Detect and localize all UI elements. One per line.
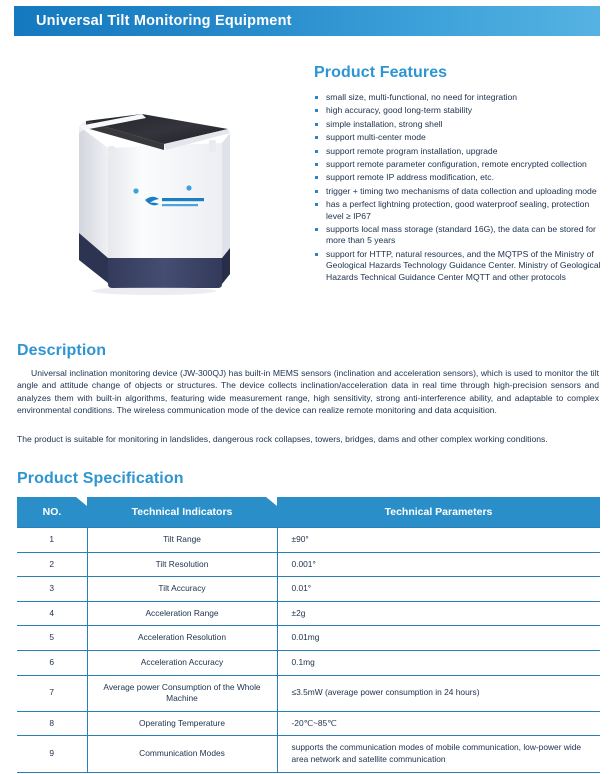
table-row bbox=[17, 528, 600, 553]
table-row bbox=[17, 736, 600, 772]
cell-no: 6 bbox=[17, 650, 87, 675]
cell-no: 4 bbox=[17, 601, 87, 626]
table-header bbox=[17, 497, 600, 528]
bullet-icon bbox=[315, 123, 318, 126]
bullet-icon bbox=[315, 190, 318, 193]
table-row bbox=[17, 650, 600, 675]
cell-indicator: Acceleration Range bbox=[87, 601, 277, 626]
cell-indicator: Tilt Range bbox=[87, 528, 277, 553]
table-row bbox=[17, 577, 600, 602]
feature-text: support for HTTP, natural resources, and the MQTPS of the Ministry of Geological Hazards Technology Guidance Center. Ministry of Geological Hazards Technical Guidance Center MQTT and other protocols bbox=[326, 248, 601, 282]
features-heading: Product Features bbox=[314, 64, 448, 81]
page-title: Universal Tilt Monitoring Equipment bbox=[36, 13, 292, 29]
cell-no: 3 bbox=[17, 577, 87, 602]
bullet-icon bbox=[315, 203, 318, 206]
cell-no: 1 bbox=[17, 528, 87, 553]
table-body bbox=[17, 528, 600, 773]
feature-text: support remote IP address modification, etc. bbox=[326, 172, 494, 183]
cell-indicator: Communication Modes bbox=[87, 736, 277, 772]
description-section bbox=[17, 342, 599, 445]
feature-text: support remote program installation, upgrade bbox=[326, 145, 498, 156]
column-header-parameters-label: Technical Parameters bbox=[384, 506, 493, 518]
feature-item bbox=[314, 159, 606, 170]
cell-parameter: ±90° bbox=[277, 528, 600, 553]
bullet-icon bbox=[315, 176, 318, 179]
feature-text: support remote parameter configuration, remote encrypted collection bbox=[326, 159, 587, 170]
specification-section bbox=[17, 470, 600, 773]
column-header-parameters bbox=[277, 497, 600, 528]
column-header-no bbox=[17, 497, 87, 528]
table-header-row bbox=[17, 497, 600, 528]
feature-item bbox=[314, 186, 606, 197]
description-paragraph-1: Universal inclination monitoring device (JW-300QJ) has built-in MEMS sensors (inclination and acceleration sensors), which is used to monitor the tilt angle and attitude change of objects or structures. The device collects inclination/acceleration data in real time through high-precision sensors and analyzes them with built-in algorithms, featuring wide measurement range, high sensitivity, strong anti-interference ability, and adaptable to complex environmental conditions. The wireless communication mode of the device can realize remote monitoring and data acquisition. bbox=[17, 368, 599, 416]
bullet-icon bbox=[315, 253, 318, 256]
cell-parameter: 0.01° bbox=[277, 577, 600, 602]
cell-indicator: Acceleration Accuracy bbox=[87, 650, 277, 675]
feature-text: trigger + timing two mechanisms of data collection and uploading mode bbox=[326, 185, 597, 196]
column-header-indicators bbox=[87, 497, 277, 528]
feature-item bbox=[314, 172, 606, 183]
cell-indicator: Acceleration Resolution bbox=[87, 626, 277, 651]
bullet-icon bbox=[315, 163, 318, 166]
cell-no: 7 bbox=[17, 675, 87, 711]
product-features-section bbox=[314, 64, 606, 285]
specification-heading: Product Specification bbox=[17, 470, 184, 487]
bullet-icon bbox=[315, 150, 318, 153]
cell-parameter: ≤3.5mW (average power consumption in 24 hours) bbox=[277, 675, 600, 711]
feature-item bbox=[314, 249, 606, 283]
feature-text: has a perfect lightning protection, good waterproof sealing, protection level ≥ IP67 bbox=[326, 199, 590, 221]
table-row bbox=[17, 711, 600, 736]
column-header-no-label: NO. bbox=[42, 506, 62, 518]
cell-no: 2 bbox=[17, 552, 87, 577]
tilt-device-illustration bbox=[46, 88, 296, 313]
cell-parameter: supports the communication modes of mobile communication, low-power wide area network and satellite communication bbox=[277, 736, 600, 772]
bullet-icon bbox=[315, 109, 318, 112]
cell-indicator: Tilt Resolution bbox=[87, 552, 277, 577]
features-list bbox=[314, 92, 606, 283]
feature-text: high accuracy, good long-term stability bbox=[326, 105, 473, 116]
specification-table bbox=[17, 497, 600, 773]
bullet-icon bbox=[315, 96, 318, 99]
cell-no: 9 bbox=[17, 736, 87, 772]
column-header-indicators-label: Technical Indicators bbox=[131, 506, 233, 518]
feature-text: small size, multi-functional, no need for integration bbox=[326, 92, 518, 102]
feature-text: supports local mass storage (standard 16G), the data can be stored for more than 5 years bbox=[326, 224, 596, 246]
cell-indicator: Average power Consumption of the Whole Machine bbox=[87, 675, 277, 711]
feature-item bbox=[314, 224, 606, 247]
bullet-icon bbox=[315, 228, 318, 231]
table-row bbox=[17, 601, 600, 626]
feature-item bbox=[314, 105, 606, 116]
product-image bbox=[46, 88, 296, 313]
feature-text: support multi-center mode bbox=[326, 132, 426, 143]
cell-indicator: Tilt Accuracy bbox=[87, 577, 277, 602]
table-row bbox=[17, 626, 600, 651]
feature-text: simple installation, strong shell bbox=[326, 118, 443, 129]
bullet-icon bbox=[315, 136, 318, 139]
cell-no: 8 bbox=[17, 711, 87, 736]
cell-parameter: -20℃~85℃ bbox=[277, 711, 600, 736]
feature-item bbox=[314, 132, 606, 143]
cell-parameter: 0.001° bbox=[277, 552, 600, 577]
feature-item bbox=[314, 199, 606, 222]
description-paragraph-2: The product is suitable for monitoring in landslides, dangerous rock collapses, towers, bridges, dams and other complex working conditions. bbox=[17, 433, 548, 444]
table-row bbox=[17, 675, 600, 711]
description-heading: Description bbox=[17, 342, 107, 359]
feature-item bbox=[314, 119, 606, 130]
page-title-bar bbox=[14, 6, 600, 36]
table-row bbox=[17, 552, 600, 577]
cell-parameter: 0.1mg bbox=[277, 650, 600, 675]
cell-no: 5 bbox=[17, 626, 87, 651]
cell-parameter: ±2g bbox=[277, 601, 600, 626]
cell-parameter: 0.01mg bbox=[277, 626, 600, 651]
feature-item bbox=[314, 92, 606, 103]
feature-item bbox=[314, 146, 606, 157]
cell-indicator: Operating Temperature bbox=[87, 711, 277, 736]
